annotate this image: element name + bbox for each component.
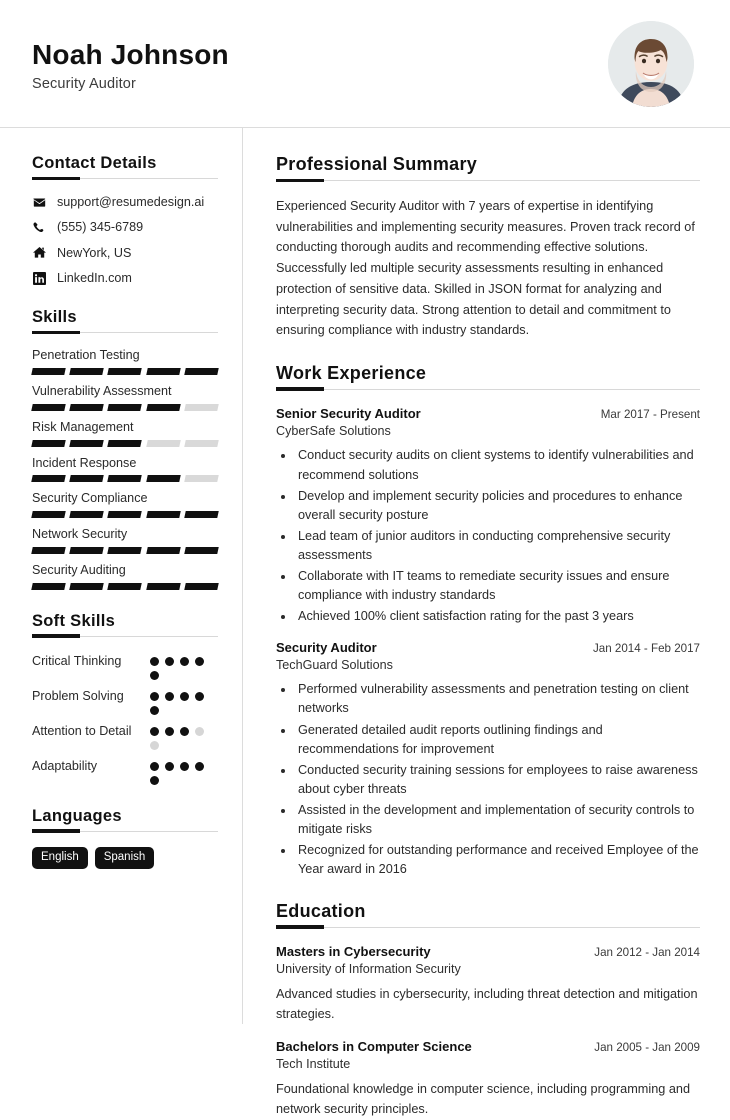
skill-name: Security Auditing xyxy=(32,562,126,577)
work-entry-bullet: • Lead team of junior auditors in conducting comprehensive security assessments xyxy=(295,527,700,565)
skill-level-bar xyxy=(32,511,218,518)
work-entry xyxy=(276,405,700,626)
work-experience-section xyxy=(276,363,700,879)
work-experience-heading: Work Experience xyxy=(276,362,427,383)
skill-bar-segment xyxy=(108,475,143,482)
skill-bar-segment xyxy=(184,368,219,375)
skill-bar-segment xyxy=(146,404,181,411)
skill-row xyxy=(32,563,218,590)
work-entry xyxy=(276,639,700,879)
skill-bar-segment xyxy=(69,368,104,375)
rating-dot xyxy=(165,727,174,736)
skill-bar-segment xyxy=(108,511,143,518)
section-divider xyxy=(276,389,700,390)
skill-bar-segment xyxy=(31,475,66,482)
skill-bar-segment xyxy=(146,368,181,375)
work-experience-list xyxy=(276,405,700,879)
skills-section xyxy=(32,308,218,589)
skill-row xyxy=(32,491,218,518)
skill-row xyxy=(32,348,218,375)
soft-skills-heading: Soft Skills xyxy=(32,611,116,630)
soft-skill-row xyxy=(32,652,218,680)
skill-bar-segment xyxy=(108,404,143,411)
skill-level-bar xyxy=(32,368,218,375)
skill-bar-segment xyxy=(69,440,104,447)
skill-bar-segment xyxy=(31,583,66,590)
home-icon xyxy=(32,246,46,259)
rating-dot xyxy=(150,762,159,771)
education-entry xyxy=(276,943,700,1025)
skill-row xyxy=(32,456,218,483)
envelope-icon xyxy=(32,196,46,209)
work-entry-header xyxy=(276,639,700,657)
candidate-name: Noah Johnson xyxy=(32,38,229,70)
section-divider xyxy=(276,180,700,181)
education-list xyxy=(276,943,700,1120)
skill-name: Vulnerability Assessment xyxy=(32,384,172,399)
soft-skill-row xyxy=(32,722,218,750)
skill-bar-segment xyxy=(146,511,181,518)
soft-skill-rating xyxy=(150,652,218,680)
education-entry xyxy=(276,1038,700,1120)
skill-bar-segment xyxy=(108,368,143,375)
skill-bar-segment xyxy=(184,547,219,554)
work-entry-company: TechGuard Solutions xyxy=(276,658,393,673)
work-entry-bullet: • Conducted security training sessions for employees to raise awareness about cyber threats xyxy=(295,761,700,799)
rating-dot xyxy=(165,657,174,666)
rating-dot xyxy=(165,762,174,771)
skill-bar-segment xyxy=(184,440,219,447)
skill-row xyxy=(32,420,218,447)
section-divider xyxy=(32,636,218,637)
education-entry-degree: Bachelors in Computer Science xyxy=(276,1038,472,1054)
work-entry-bullet: • Collaborate with IT teams to remediate security issues and ensure compliance with industry standards xyxy=(295,567,700,605)
skill-bar-segment xyxy=(69,583,104,590)
skill-bar-segment xyxy=(184,511,219,518)
skill-level-bar xyxy=(32,404,218,411)
header-text-block xyxy=(32,35,229,92)
skill-bar-segment xyxy=(184,404,219,411)
skill-bar-segment xyxy=(31,547,66,554)
skill-bar-segment xyxy=(108,440,143,447)
professional-summary-heading: Professional Summary xyxy=(276,154,478,174)
soft-skill-name: Attention to Detail xyxy=(32,723,132,738)
work-entry-bullet: • Generated detailed audit reports outlining findings and recommendations for improvement xyxy=(295,721,700,759)
soft-skills-list xyxy=(32,652,218,785)
resume-body xyxy=(0,128,730,1117)
skill-level-bar xyxy=(32,583,218,590)
skill-bar-segment xyxy=(146,475,181,482)
languages-tag-list xyxy=(32,847,218,869)
skill-bar-segment xyxy=(146,547,181,554)
rating-dot xyxy=(150,692,159,701)
section-divider xyxy=(276,927,700,928)
skill-bar-segment xyxy=(31,511,66,518)
profile-photo xyxy=(608,21,694,107)
rating-dot xyxy=(150,671,159,680)
rating-dot xyxy=(165,692,174,701)
work-entry-bullet: • Achieved 100% client satisfaction rating for the past 3 years xyxy=(295,607,700,626)
work-entry-bullet: • Recognized for outstanding performance and received Employee of the Year award in 2016 xyxy=(295,841,700,879)
rating-dot xyxy=(150,727,159,736)
rating-dot xyxy=(150,706,159,715)
soft-skill-row xyxy=(32,687,218,715)
skill-bar-segment xyxy=(69,511,104,518)
rating-dot xyxy=(195,762,204,771)
work-entry-role: Senior Security Auditor xyxy=(276,405,421,421)
skill-bar-segment xyxy=(146,440,181,447)
resume-header xyxy=(0,0,730,128)
candidate-job-title: Security Auditor xyxy=(32,76,136,93)
education-entry-date: Jan 2012 - Jan 2014 xyxy=(594,945,700,959)
skill-bar-segment xyxy=(184,583,219,590)
skill-bar-segment xyxy=(69,475,104,482)
work-entry-role: Security Auditor xyxy=(276,639,377,655)
skill-name: Security Compliance xyxy=(32,491,148,506)
contact-value-phone: (555) 345-6789 xyxy=(57,220,144,235)
section-divider xyxy=(32,178,218,179)
contact-item-linkedin[interactable] xyxy=(32,270,218,286)
work-entry-date: Mar 2017 - Present xyxy=(600,407,700,421)
work-entry-bullet: • Performed vulnerability assessments and penetration testing on client networks xyxy=(295,680,700,718)
work-entry-header xyxy=(276,405,700,423)
contact-value-linkedin: LinkedIn.com xyxy=(57,271,132,286)
work-entry-bullets xyxy=(276,446,700,625)
contact-details-heading: Contact Details xyxy=(32,154,157,172)
soft-skill-name: Critical Thinking xyxy=(32,653,122,668)
languages-section xyxy=(32,807,218,869)
skill-bar-segment xyxy=(184,475,219,482)
skill-bar-segment xyxy=(146,583,181,590)
work-entry-bullet: • Conduct security audits on client systems to identify vulnerabilities and recommend solutions xyxy=(295,446,700,484)
work-entry-date: Jan 2014 - Feb 2017 xyxy=(593,641,700,655)
professional-summary-text: Experienced Security Auditor with 7 years of expertise in identifying vulnerabilities and implementing security measures. Proven track record of conducting thorough audits and recommending effective solutions. Successfully led multiple security assessments resulting in enhanced protection of sensitive data. Skilled in JSON format for analyzing and interpreting security data. Strong attention to detail and commitment to ensuring compliance with industry standards. xyxy=(276,199,695,338)
contact-item-phone[interactable] xyxy=(32,219,218,235)
skill-bar-segment xyxy=(69,547,104,554)
contact-item-location[interactable] xyxy=(32,245,218,261)
rating-dot xyxy=(195,727,204,736)
languages-heading: Languages xyxy=(32,806,122,825)
skill-bar-segment xyxy=(31,440,66,447)
skill-bar-segment xyxy=(108,547,143,554)
contact-list xyxy=(32,194,218,286)
soft-skills-section xyxy=(32,612,218,785)
skill-name: Incident Response xyxy=(32,455,137,470)
language-tag: English xyxy=(32,847,88,869)
work-entry-bullet: • Develop and implement security policies and procedures to enhance overall security posture xyxy=(295,487,700,525)
section-divider xyxy=(32,831,218,832)
profile-photo-illustration xyxy=(608,21,694,107)
contact-value-email: support@resumedesign.ai xyxy=(57,195,205,209)
skill-name: Network Security xyxy=(32,527,128,542)
work-entry-bullet: • Assisted in the development and implementation of security controls to mitigate risks xyxy=(295,801,700,839)
education-entry-school: Tech Institute xyxy=(276,1057,351,1072)
skill-bar-segment xyxy=(108,583,143,590)
rating-dot xyxy=(195,692,204,701)
education-entry-description: Foundational knowledge in computer science, including programming and network security principles. xyxy=(276,1082,690,1117)
soft-skill-row xyxy=(32,757,218,785)
education-entry-header xyxy=(276,1038,700,1056)
rating-dot xyxy=(180,762,189,771)
contact-details-section xyxy=(32,154,218,286)
skill-name: Penetration Testing xyxy=(32,348,140,363)
soft-skill-rating xyxy=(150,757,218,785)
soft-skill-name: Problem Solving xyxy=(32,688,124,703)
education-heading: Education xyxy=(276,900,366,921)
contact-item-email[interactable] xyxy=(32,194,218,210)
rating-dot xyxy=(195,657,204,666)
soft-skill-name: Adaptability xyxy=(32,758,98,773)
rating-dot xyxy=(180,727,189,736)
skill-bar-segment xyxy=(69,404,104,411)
rating-dot xyxy=(150,657,159,666)
education-entry-header xyxy=(276,943,700,961)
rating-dot xyxy=(150,741,159,750)
work-entry-company: CyberSafe Solutions xyxy=(276,424,391,439)
contact-value-location: NewYork, US xyxy=(57,245,132,260)
main-column xyxy=(243,128,730,1117)
linkedin-icon xyxy=(32,272,46,285)
skill-row xyxy=(32,527,218,554)
language-tag: Spanish xyxy=(95,847,155,869)
skill-name: Risk Management xyxy=(32,419,134,434)
skill-bar-segment xyxy=(31,368,66,375)
professional-summary-section xyxy=(276,154,700,341)
education-entry-degree: Masters in Cybersecurity xyxy=(276,943,431,959)
education-entry-date: Jan 2005 - Jan 2009 xyxy=(594,1040,700,1054)
skill-level-bar xyxy=(32,475,218,482)
skill-level-bar xyxy=(32,440,218,447)
skill-level-bar xyxy=(32,547,218,554)
skill-bar-segment xyxy=(31,404,66,411)
education-entry-description: Advanced studies in cybersecurity, including threat detection and mitigation strategies. xyxy=(276,987,698,1022)
skills-heading: Skills xyxy=(32,308,77,327)
rating-dot xyxy=(150,776,159,785)
soft-skill-rating xyxy=(150,722,218,750)
sidebar-column xyxy=(0,128,243,1024)
phone-icon xyxy=(32,221,46,234)
soft-skill-rating xyxy=(150,687,218,715)
skill-row xyxy=(32,384,218,411)
education-entry-school: University of Information Security xyxy=(276,962,461,977)
rating-dot xyxy=(180,657,189,666)
skills-list xyxy=(32,348,218,589)
rating-dot xyxy=(180,692,189,701)
work-entry-bullets xyxy=(276,680,700,878)
education-section xyxy=(276,901,700,1120)
section-divider xyxy=(32,332,218,333)
